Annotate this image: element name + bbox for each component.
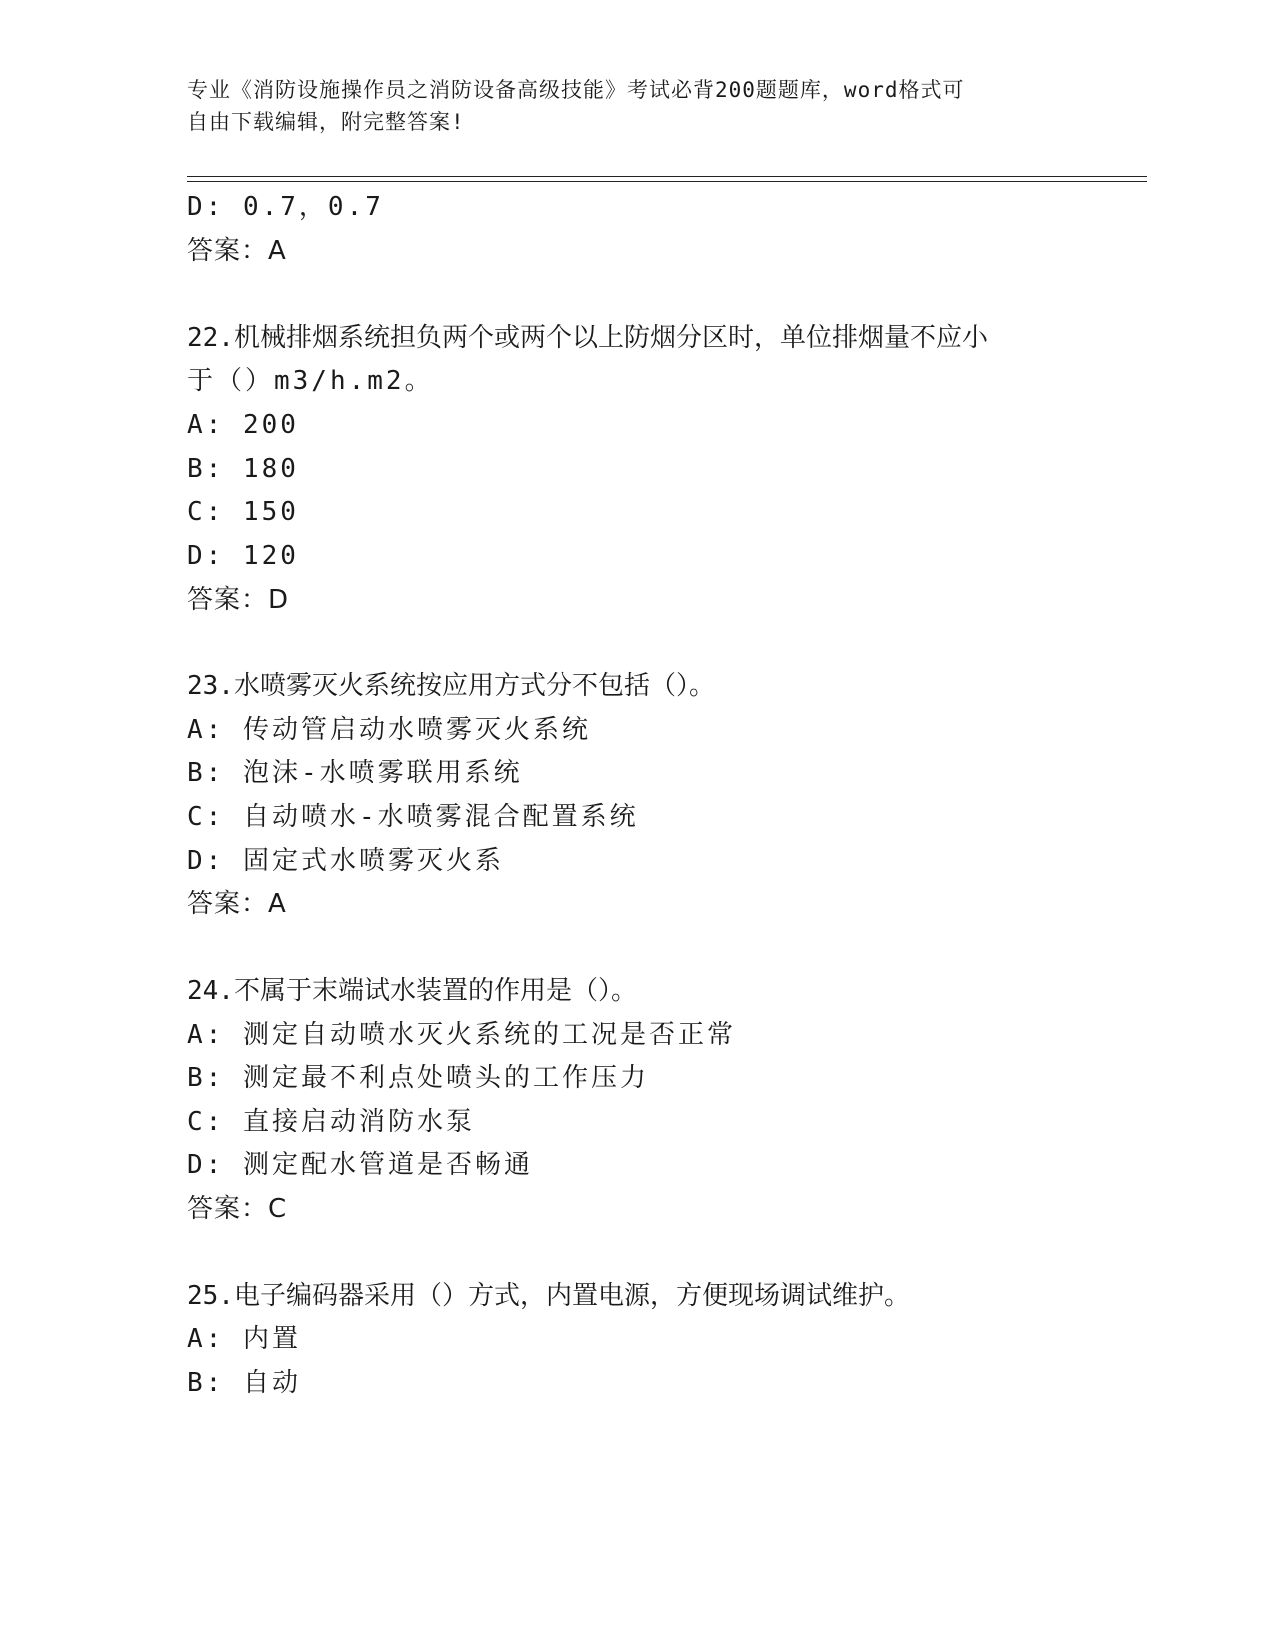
question-25-stem: 25.电子编码器采用（）方式，内置电源，方便现场调试维护。 [187,1281,910,1311]
question-22-option-c: C: 150 [187,497,299,527]
question-23-option-b: B: 泡沫-水喷雾联用系统 [187,758,523,788]
question-22-option-a: A: 200 [187,410,299,440]
question-22-stem-line-2: 于（）m3/h.m2。 [187,366,434,396]
question-24-option-b: B: 测定最不利点处喷头的工作压力 [187,1063,649,1093]
question-24-option-d: D: 测定配水管道是否畅通 [187,1150,533,1180]
header-divider-top [187,176,1147,177]
question-22-option-d: D: 120 [187,541,299,571]
header-line-1: 专业《消防设施操作员之消防设备高级技能》考试必背200题题库，word格式可 [187,78,965,102]
question-24-stem: 24.不属于末端试水装置的作用是（）。 [187,976,637,1006]
question-23-option-a: A: 传动管启动水喷雾灭火系统 [187,715,591,745]
question-22-option-b: B: 180 [187,454,299,484]
question-23-option-c: C: 自动喷水-水喷雾混合配置系统 [187,802,639,832]
question-22-stem-line-1: 22.机械排烟系统担负两个或两个以上防烟分区时，单位排烟量不应小 [187,323,988,353]
question-25-option-a: A: 内置 [187,1324,301,1354]
question-23-stem: 23.水喷雾灭火系统按应用方式分不包括（）。 [187,671,715,701]
prev-answer: 答案：A [187,236,287,266]
question-25-option-b: B: 自动 [187,1368,301,1398]
question-23-answer: 答案：A [187,889,287,919]
question-24-option-a: A: 测定自动喷水灭火系统的工况是否正常 [187,1020,736,1050]
question-22-answer: 答案：D [187,585,290,615]
question-23-option-d: D: 固定式水喷雾灭火系 [187,846,504,876]
question-24-answer: 答案：C [187,1194,288,1224]
question-24-option-c: C: 直接启动消防水泵 [187,1107,475,1137]
page-header [187,74,1087,138]
header-line-2: 自由下载编辑，附完整答案! [187,110,465,134]
header-divider-bottom [187,181,1147,182]
prev-option-d: D: 0.7，0.7 [187,192,384,222]
